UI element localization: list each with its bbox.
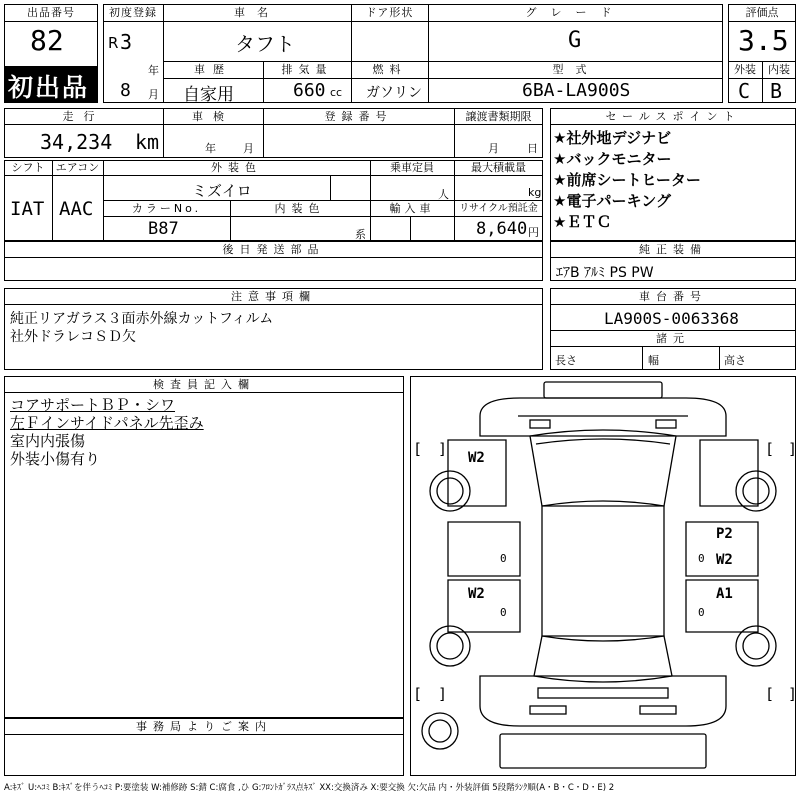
zero-mark: 0 — [698, 606, 705, 619]
caution-line: 社外ドラレコＳＤ欠 — [10, 329, 136, 345]
recycle-label: リサイクル預託金 — [459, 203, 538, 214]
length-label: 長さ — [555, 354, 577, 367]
lot-number: 82 — [30, 24, 64, 57]
fuel-label: 燃料 — [372, 63, 407, 76]
inspector-line: コアサポートＢＰ・シワ — [10, 396, 176, 414]
displacement-unit: cc — [330, 86, 343, 99]
lot-number-label: 出品番号 — [27, 6, 75, 19]
left-front-door — [448, 522, 520, 576]
svg-text:[: [ — [413, 440, 423, 458]
ac-label: エアコン — [55, 161, 100, 174]
displacement-value: 660 — [293, 80, 326, 101]
inspection-label: 車検 — [192, 110, 234, 123]
inspector-line: 左Ｆインサイドパネル先歪み — [10, 414, 204, 432]
fuel-value: ガソリン — [366, 85, 422, 101]
svg-text:[: [ — [413, 685, 423, 703]
footer-legend: A:ｷｽﾞ U:ﾍｺﾐ B:ｷｽﾞを伴うﾍｺﾐ P:要塗装 W:補修跡 S:錆 C:腐食 ,ひ G:ﾌﾛﾝﾄｶﾞﾗｽ点ｷｽﾞ XX:交換済み X:要交換 欠:欠品 内・外装評価 5段階ﾗﾝｸ順(A・B・C・D・E) 2 — [4, 783, 615, 793]
later-parts-label: 後日発送部品 — [222, 243, 325, 256]
sales-point-item: ★社外地デジナビ — [553, 129, 672, 147]
color-no-label: カラーNo. — [131, 202, 202, 215]
svg-text:]: ] — [788, 440, 798, 458]
transfer-day-unit: 日 — [527, 142, 538, 155]
score-label: 評価点 — [745, 6, 779, 19]
genuine-equipment-label: 純正装備 — [639, 243, 707, 256]
mileage-label: 走行 — [62, 110, 105, 123]
sales-point-item: ★バックモニター — [553, 150, 672, 168]
capacity-label: 乗車定員 — [390, 161, 434, 174]
model-label: 型式 — [552, 63, 599, 76]
sales-point-item: ★前席シートヒーター — [553, 171, 701, 189]
inspection-month-unit: 月 — [243, 142, 254, 155]
chassis-value: LA900S-0063368 — [604, 309, 739, 328]
rear-bumper — [538, 688, 668, 698]
exterior-value: C — [738, 79, 751, 103]
sales-points-label: セールスポイント — [605, 110, 741, 123]
svg-text:[: [ — [765, 685, 775, 703]
inspection-year-unit: 年 — [205, 142, 216, 155]
car-diagram — [410, 376, 796, 776]
mileage-unit: km — [135, 130, 160, 154]
exterior-label: 外装 — [734, 63, 756, 76]
reg-era: R — [108, 34, 119, 52]
inspector-line: 外装小傷有り — [10, 450, 101, 468]
mark-right-front-door: P2 — [716, 526, 733, 542]
history-label: 車歴 — [194, 63, 232, 76]
reg-label: 初度登録 — [109, 6, 157, 19]
car-name: タフト — [235, 32, 295, 56]
body-rear — [480, 676, 726, 726]
zero-mark: 0 — [500, 552, 507, 565]
caution-label: 注意事項欄 — [231, 290, 316, 303]
svg-text:]: ] — [438, 685, 448, 703]
recycle-unit: 円 — [528, 226, 539, 239]
height-label: 高さ — [724, 354, 746, 367]
right-front-wheel — [736, 471, 776, 511]
shift-label: シフト — [11, 161, 45, 174]
svg-text:]: ] — [788, 685, 798, 703]
mark-right-front-door-2: W2 — [716, 552, 733, 568]
grade-value: G — [568, 28, 582, 53]
mileage-value: 34,234 — [40, 130, 113, 154]
color-label: 外装色 — [211, 161, 262, 174]
load-unit: kg — [528, 186, 542, 199]
inspector-line: 室内内張傷 — [10, 432, 86, 450]
left-front-wheel — [430, 471, 470, 511]
sales-point-item: ★電子パーキング — [553, 192, 671, 210]
capacity-unit: 人 — [438, 188, 449, 201]
recycle-value: 8,640 — [476, 219, 528, 239]
car-name-label: 車名 — [234, 6, 280, 19]
color-no-value: B87 — [148, 219, 179, 239]
inspector-lines — [10, 396, 204, 468]
sales-points-list — [553, 128, 701, 233]
specs-label: 諸元 — [656, 332, 690, 345]
office-label: 事務局よりご案内 — [136, 720, 272, 733]
inspector-label: 検査員記入欄 — [153, 378, 255, 391]
svg-text:]: ] — [438, 440, 448, 458]
interior-color-unit: 系 — [355, 228, 366, 241]
shift-value: IAT — [10, 198, 45, 220]
spare-wheel — [422, 713, 458, 749]
caution-line: 純正リアガラス３面赤外線カットフィルム — [10, 311, 274, 327]
plate-label: 登録番号 — [324, 110, 393, 123]
import-label: 輸入車 — [389, 202, 435, 215]
zero-mark: 0 — [500, 606, 507, 619]
interior-label: 内装 — [768, 63, 790, 76]
displacement-label: 排気量 — [281, 63, 333, 76]
interior-value: B — [770, 79, 783, 103]
transfer-label: 譲渡書類期限 — [465, 110, 532, 123]
genuine-equipment-value: ｴｱB ｱﾙﾐ PS PW — [556, 265, 654, 281]
history-value: 自家用 — [183, 85, 234, 105]
ac-value: AAC — [59, 198, 94, 220]
caution-lines — [10, 310, 273, 346]
mark-right-rear-door: A1 — [716, 586, 733, 602]
color-value: ミズイロ — [192, 182, 252, 200]
rear-bottom — [500, 734, 706, 768]
month-unit: 月 — [148, 88, 159, 101]
reg-year: 3 — [120, 30, 133, 54]
rear-window — [534, 636, 672, 682]
interior-color-label: 内装色 — [274, 202, 326, 215]
roof-top — [544, 382, 662, 398]
door-label: ドア形状 — [365, 6, 414, 19]
mark-left-rear-door: W2 — [468, 586, 485, 602]
model-value: 6BA-LA900S — [522, 80, 631, 101]
roof-center — [542, 506, 664, 636]
width-label: 幅 — [648, 354, 659, 367]
chassis-label: 車台番号 — [639, 290, 707, 303]
grade-label: グレード — [525, 6, 626, 19]
right-front-fender — [700, 440, 758, 506]
year-unit: 年 — [148, 64, 159, 77]
score-value: 3.5 — [738, 24, 789, 57]
sales-point-item: ★ＥＴＣ — [553, 213, 612, 231]
zero-mark: 0 — [698, 552, 705, 565]
first-listing-text: 初出品 — [8, 73, 90, 102]
mark-left-front-fender: W2 — [468, 450, 485, 466]
load-label: 最大積載量 — [471, 161, 526, 174]
transfer-month-unit: 月 — [488, 142, 499, 155]
svg-text:[: [ — [765, 440, 775, 458]
reg-month: 8 — [120, 80, 131, 101]
